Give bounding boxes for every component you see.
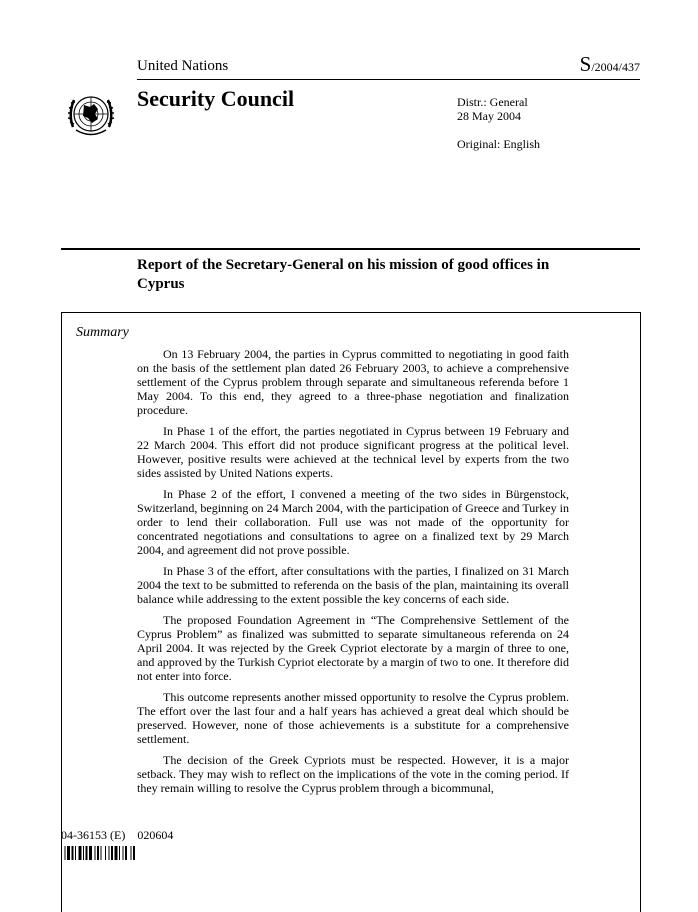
symbol-prefix: S	[579, 52, 592, 76]
title-rule	[61, 248, 640, 250]
distribution-block	[457, 95, 528, 123]
un-emblem-icon	[64, 87, 118, 141]
council-name: Security Council	[137, 86, 295, 111]
report-title: Report of the Secretary-General on his mission of good offices in Cyprus	[137, 257, 550, 292]
summary-paragraph: On 13 February 2004, the parties in Cyprus committed to negotiating in good faith on the basis of the settlement plan dated 26 February 2003, to achieve a comprehensive settlement of the Cyprus problem through separate and simultaneous referenda before 1 May 2004. To this end, they agreed to a three-phase negotiation and finalization procedure.	[137, 347, 569, 417]
document-number-text: 04-36153 (E) 020604	[61, 828, 174, 842]
document-number	[61, 828, 173, 843]
organization-name: United Nations	[137, 58, 229, 74]
summary-paragraph: In Phase 1 of the effort, the parties negotiated in Cyprus between 19 February and 22 March 2004. This effort did not produce significant progress at the political level. However, positive results were achieved at the technical level by experts from the two sides assisted by United Nations experts.	[137, 424, 569, 480]
summary-paragraph: In Phase 3 of the effort, after consultations with the parties, I finalized on 31 March 2004 the text to be submitted to referenda on the basis of the plan, maintaining its overall balance while addressing to the extent possible the key concerns of each side.	[137, 564, 569, 606]
summary-paragraph: The proposed Foundation Agreement in “The Comprehensive Settlement of the Cyprus Problem” as finalized was submitted to separate simultaneous referenda on 24 April 2004. It was rejected by the Greek Cypriot electorate by a margin of three to one, and approved by the Turkish Cypriot electorate by a margin of two to one. It therefore did not enter into force.	[137, 613, 569, 683]
document-symbol	[580, 52, 640, 77]
summary-body	[137, 347, 569, 833]
original-language: Original: English	[457, 137, 540, 151]
summary-paragraph: In Phase 2 of the effort, I convened a meeting of the two sides in Bürgenstock, Switzerland, beginning on 24 March 2004, with the participation of Greece and Turkey in order to lend their collaboration. Full use was not made of the opportunity for concentrated negotiations and consultations to agree on a finalized text by 29 March 2004, and agreement did not prove possible.	[137, 487, 569, 557]
document-date: 28 May 2004	[457, 109, 521, 123]
distribution-label: Distr.: General	[457, 95, 528, 109]
summary-paragraph: The decision of the Greek Cypriots must be respected. However, it is a major setback. They may wish to reflect on the implications of the vote in the coming period. If they remain willing to resolve the Cyprus problem through a bicommunal,	[137, 753, 569, 795]
header-rule	[137, 79, 640, 80]
summary-heading: Summary	[76, 325, 129, 340]
symbol-number: /2004/437	[591, 60, 640, 74]
summary-paragraph: This outcome represents another missed opportunity to resolve the Cyprus problem. The effort over the last four and a half years has achieved a great deal which should be preserved. However, none of those achievements is a substitute for a comprehensive settlement.	[137, 690, 569, 746]
barcode-icon	[61, 846, 180, 860]
